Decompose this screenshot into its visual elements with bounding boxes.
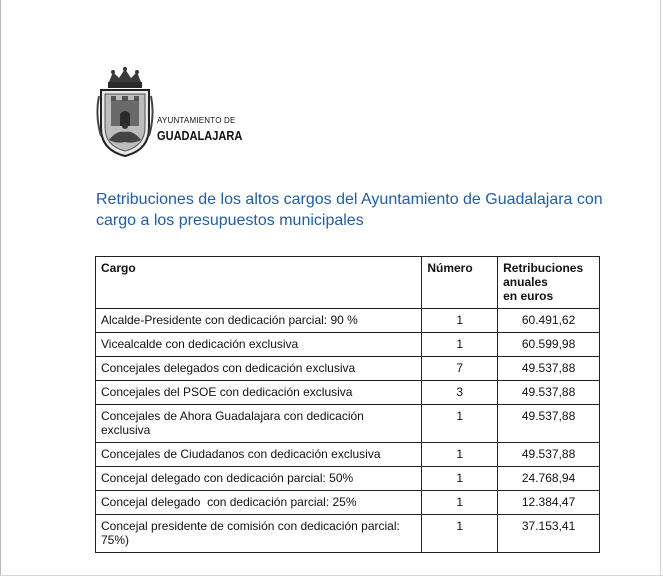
table-row [96,405,600,443]
cell-importe: 12.384,47 [498,491,600,515]
table-header-row [96,257,600,309]
table-row [96,309,600,333]
column-header-numero: Número [422,257,498,309]
cell-importe: 49.537,88 [498,405,600,443]
cell-numero: 3 [422,381,498,405]
cell-numero: 1 [422,443,498,467]
cell-numero: 1 [422,333,498,357]
city-logo [95,66,255,156]
cell-importe: 24.768,94 [498,467,600,491]
cell-numero: 1 [422,309,498,333]
page-edge [660,0,661,576]
logo-text-line2: GUADALAJARA [157,128,243,143]
cell-importe: 49.537,88 [498,357,600,381]
cell-cargo: Alcalde-Presidente con dedicación parcial: 90 % [96,309,422,333]
cell-cargo: Concejales de Ciudadanos con dedicación exclusiva [96,443,422,467]
table-row [96,467,600,491]
table-row [96,357,600,381]
header-line: Retribuciones [503,261,584,275]
document-title: Retribuciones de los altos cargos del Ayuntamiento de Guadalajara con cargo a los presupuestos municipales [96,191,603,229]
cell-cargo: Concejales de Ahora Guadalajara con dedicación exclusiva [96,405,422,443]
column-header-retribuciones [498,257,600,309]
cell-numero: 1 [422,467,498,491]
header-line: en euros [503,289,554,303]
table-row [96,443,600,467]
logo-text-line1: AYUNTAMIENTO DE [157,116,236,125]
cell-importe: 37.153,41 [498,515,600,553]
table-row [96,515,600,553]
cell-cargo: Concejal delegado con dedicación parcial: 25% [96,491,422,515]
cell-cargo: Concejales del PSOE con dedicación exclusiva [96,381,422,405]
table-row [96,491,600,515]
header-line: anuales [503,275,548,289]
column-header-cargo: Cargo [96,257,422,309]
table-row [96,381,600,405]
cell-numero: 1 [422,405,498,443]
cell-cargo: Concejal presidente de comisión con dedicación parcial: 75%) [96,515,422,553]
cell-numero: 1 [422,491,498,515]
cell-importe: 60.599,98 [498,333,600,357]
cell-cargo: Concejales delegados con dedicación exclusiva [96,357,422,381]
salaries-table [95,256,600,553]
table-row [96,333,600,357]
cell-numero: 1 [422,515,498,553]
cell-cargo: Concejal delegado con dedicación parcial: 50% [96,467,422,491]
cell-importe: 60.491,62 [498,309,600,333]
cell-importe: 49.537,88 [498,443,600,467]
cell-numero: 7 [422,357,498,381]
cell-importe: 49.537,88 [498,381,600,405]
coat-of-arms-icon [95,66,155,158]
cell-cargo: Vicealcalde con dedicación exclusiva [96,333,422,357]
page-edge [0,0,1,576]
